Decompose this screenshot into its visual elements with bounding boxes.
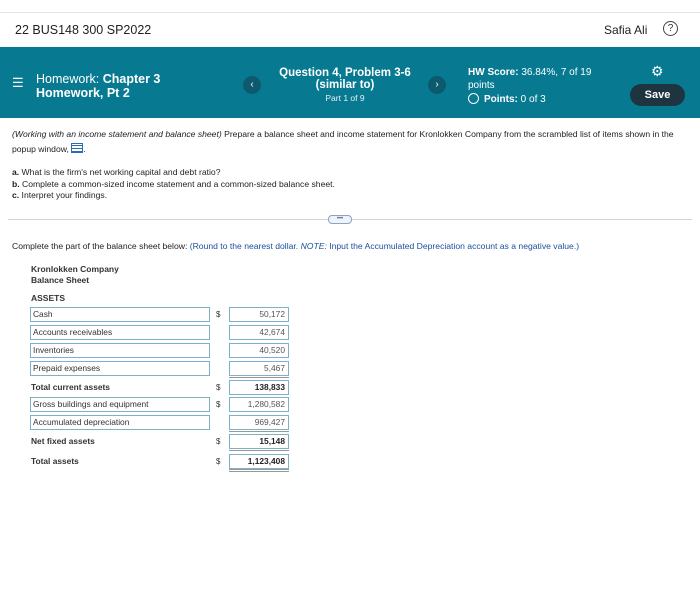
data-table-icon[interactable] — [71, 143, 83, 153]
next-question-button[interactable]: › — [428, 76, 446, 94]
accumulated-depreciation-label-field[interactable]: Accumulated depreciation — [30, 415, 210, 430]
total-current-assets-value-field[interactable]: 138,833 — [229, 380, 289, 395]
question-c-label: c. — [12, 190, 20, 200]
previous-question-button[interactable]: ‹ — [243, 76, 261, 94]
table-row — [0, 325, 700, 342]
table-row — [0, 361, 700, 378]
user-name[interactable]: Safia Ali — [604, 23, 648, 37]
problem-questions — [12, 167, 335, 202]
hw-score-value: 36.84%, 7 of 19 — [521, 67, 592, 78]
subtotal-rule — [229, 377, 289, 378]
points-value: 0 of 3 — [520, 94, 546, 105]
homework-prefix: Homework: — [36, 72, 100, 86]
net-fixed-assets-label: Net fixed assets — [31, 436, 95, 446]
top-bar — [0, 13, 700, 47]
total-current-assets-label: Total current assets — [31, 382, 110, 392]
currency-symbol: $ — [216, 400, 221, 409]
points-word: points — [468, 80, 495, 91]
accounts-receivables-label-field[interactable]: Accounts receivables — [30, 325, 210, 340]
currency-symbol: $ — [216, 310, 221, 319]
gross-buildings-value-field[interactable]: 1,280,582 — [229, 397, 289, 412]
prepaid-expenses-value-field[interactable]: 5,467 — [229, 361, 289, 376]
statement-header — [31, 264, 119, 286]
question-b-text: Complete a common-sized income statement and a common-sized balance sheet. — [19, 178, 335, 189]
question-number: Question 4, Problem 3-6 — [279, 67, 411, 79]
company-name: Kronlokken Company — [31, 264, 119, 274]
homework-header — [0, 47, 700, 118]
note-label: NOTE: — [300, 241, 327, 251]
points-status — [468, 93, 546, 105]
table-row — [0, 415, 700, 432]
question-c — [12, 190, 335, 202]
instruction-note — [190, 241, 579, 251]
table-row — [0, 454, 700, 471]
instruction-lead: Complete the part of the balance sheet below: — [12, 241, 188, 251]
hw-score-label: HW Score: — [468, 67, 519, 78]
net-fixed-assets-value-field[interactable]: 15,148 — [229, 434, 289, 449]
homework-title[interactable] — [36, 72, 160, 86]
accumulated-depreciation-value-field[interactable]: 969,427 — [229, 415, 289, 430]
intro-italic: (Working with an income statement and balance sheet) — [12, 129, 222, 139]
cash-value-field[interactable]: 50,172 — [229, 307, 289, 322]
inventories-value-field[interactable]: 40,520 — [229, 343, 289, 358]
total-double-rule — [229, 469, 289, 472]
course-title: 22 BUS148 300 SP2022 — [15, 23, 152, 37]
question-a-label: a. — [12, 167, 20, 177]
currency-symbol: $ — [216, 383, 221, 392]
table-row — [0, 307, 700, 324]
homework-chapter: Chapter 3 — [102, 72, 161, 86]
expand-more-icon[interactable]: ••• — [328, 215, 352, 224]
question-b — [12, 179, 335, 191]
question-b-label: b. — [12, 178, 20, 189]
inventories-label-field[interactable]: Inventories — [30, 343, 210, 358]
question-c-text: Interpret your findings. — [19, 190, 108, 200]
table-row — [0, 380, 700, 397]
settings-gear-icon[interactable]: ⚙ — [651, 63, 664, 79]
save-button[interactable]: Save — [630, 84, 685, 106]
help-icon[interactable]: ? — [663, 21, 678, 36]
question-title — [270, 67, 420, 91]
intro-text: Prepare a balance sheet and income statement for Kronlokken Company from the scrambled list of items shown in the popup window, — [12, 129, 674, 154]
part-indicator: Part 1 of 9 — [325, 93, 365, 103]
problem-intro: (Working with an income statement and balance sheet) Prepare a balance sheet and income statement for Kronlokken Company from the scrambled list of items shown in the popup window, . — [12, 129, 674, 154]
total-assets-value-field[interactable]: 1,123,408 — [229, 454, 289, 469]
instruction — [12, 241, 579, 251]
table-row — [0, 434, 700, 451]
hw-score — [468, 67, 591, 78]
subtotal-rule — [229, 450, 289, 451]
currency-symbol: $ — [216, 437, 221, 446]
question-a — [12, 167, 335, 179]
currency-symbol: $ — [216, 457, 221, 466]
points-label: Points: — [484, 94, 518, 105]
instruction-round: (Round to the nearest dollar. — [189, 241, 299, 251]
accounts-receivables-value-field[interactable]: 42,674 — [229, 325, 289, 340]
table-row — [0, 343, 700, 360]
prepaid-expenses-label-field[interactable]: Prepaid expenses — [30, 361, 210, 376]
question-similar: (similar to) — [315, 79, 375, 91]
assets-heading: ASSETS — [31, 293, 66, 303]
menu-icon[interactable]: ☰ — [12, 75, 24, 90]
subtotal-rule — [229, 431, 289, 432]
total-assets-label: Total assets — [31, 456, 79, 466]
table-row — [0, 397, 700, 414]
progress-circle-icon — [468, 93, 479, 104]
note-text: Input the Accumulated Depreciation account as a negative value.) — [326, 241, 580, 251]
cash-label-field[interactable]: Cash — [30, 307, 210, 322]
homework-name[interactable]: Homework, Pt 2 — [36, 86, 130, 100]
question-a-text: What is the firm's net working capital and debt ratio? — [19, 167, 221, 177]
gross-buildings-label-field[interactable]: Gross buildings and equipment — [30, 397, 210, 412]
statement-title: Balance Sheet — [31, 275, 90, 285]
